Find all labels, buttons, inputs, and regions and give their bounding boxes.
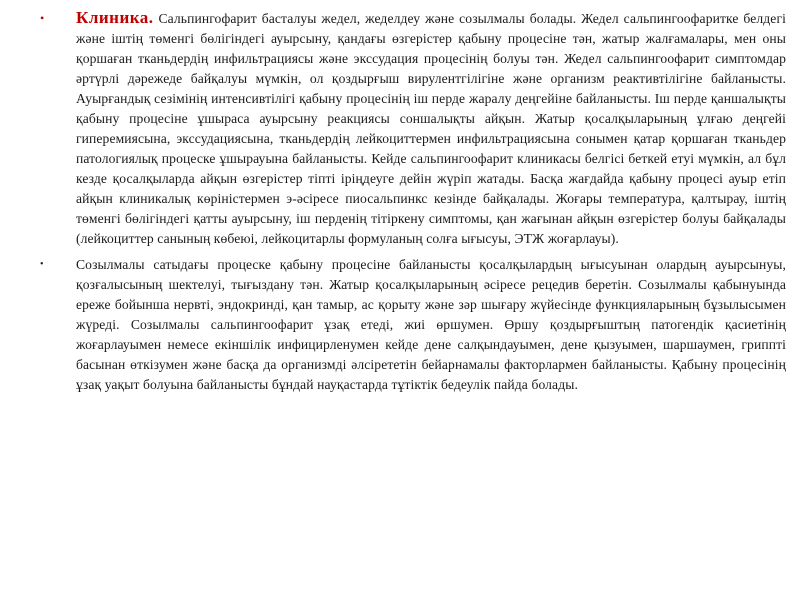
paragraph-heading: Клиника. bbox=[76, 8, 154, 27]
paragraph-text: Сальпингофарит басталуы жедел, жеделдеу және созылмалы болады. Жедел сальпингоофаритке белдегі және іштің төменгі бөлігіндегі ауырсыну, қандағы өзгерістер қабыну процесіне тән, жатыр жалғамалары, мен оны қоршаған тканьдердің инфильтрациясы және экссудация процесінің болуы тән. Жедел сальпингоофарит симптомдар әртүрлі дәрежеде байқалуы мүмкін, ол қоздырғыш вирулентгілігіне және организм реактивтілігіне байланысты. Ауырғандық сезімінің интенсивтілігі қабыну процесінің іш перде жаралу деңгейіне байланысты. Іш перде қаншалықты қабыну процесіне ұшыраса ауырсыну реакциясы соншалықты айқын. Жатыр қосалқыларының ұлғаю деңгейі гиперемиясына, экссудациясына, тканьдердің лейкоциттермен инфильтрациясына сонымен қатар қоршаған тканьдер патологиялық процеске ұшырауына байланысты. Кейде сальпингоофарит клиникасы белгісі беткей етуі мүмкін, ал бұл кезде қосалқыларда айқын өзгерістер тіпті іріңдеуге дейін жүріп жатады. Басқа жағдайда қабыну процесі ауыр етіп айқын клиникалық көріністермен э-әсіресе пиосальпинкс кезінде байқалады. Жоғары температура, қалтырау, іштің төменгі бөлігіндегі қатты ауырсыну, іш перденің тітіркену симптомы, қан жағынан айқын өзгерістер болуы байқалады (лейкоциттер санының көбеюі, лейкоцитарлы формуланың солға ығысуы, ЭТЖ жоғарлауы). bbox=[76, 11, 786, 246]
bullet-icon: • bbox=[40, 259, 44, 270]
bullet-icon: • bbox=[40, 11, 45, 25]
bullet-list bbox=[40, 8, 786, 395]
paragraph-text: Созылмалы сатыдағы процеске қабыну процесіне байланысты қосалқылардың ығысуынан олардың ауырсынуы, қозғалысының шектелуі, тығыздану тән. Жатыр қосалқыларының әсіресе рецедив беретін. Созылмалы қабынуында ереже бойынша нервті, эндокринді, қан тамыр, ас қорыту және зәр шығару жүйесінде функцияларының бұзылысымен жүреді. Созылмалы сальпингоофарит ұзақ етеді, жиі өршумен. Өршу қоздырғыштың патогендік қасиетінің жоғарлауымен немесе екіншілік инфицирленумен кейде дене салқындауымен, дене қызуымен, шаршаумен, гриппті басынан өткізумен және басқа да организмді әлсірететін бейарнамалы факторлармен байланысты. Қабыну процесінің ұзақ уақыт болуына байланысты бұндай науқастарда тұтіктік бедеулік пайда болады. bbox=[76, 257, 786, 392]
paragraph-clinic bbox=[40, 8, 786, 249]
paragraph-chronic bbox=[40, 255, 786, 395]
